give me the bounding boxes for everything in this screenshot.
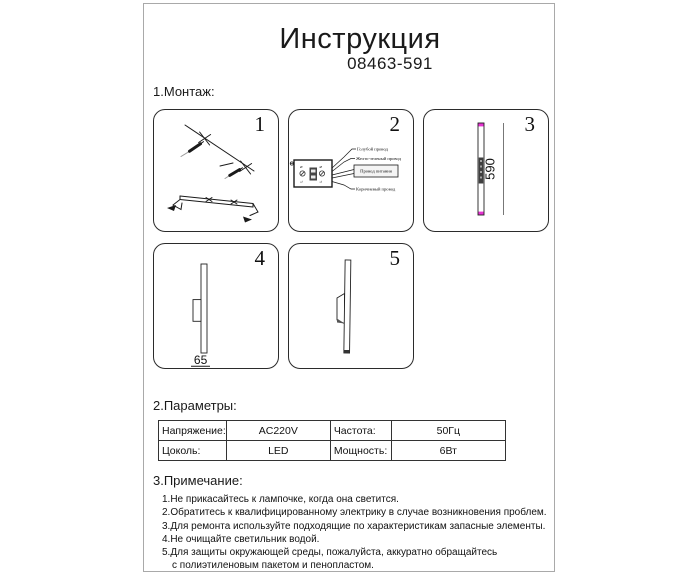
- param-value-voltage: AC220V: [226, 421, 330, 441]
- instruction-page: [143, 3, 555, 572]
- figure-1-number: 1: [254, 112, 265, 136]
- wire-label-yellow-green: Желто-зеленый провод: [356, 156, 402, 162]
- dimension-590-label: 590: [482, 158, 498, 180]
- terminal-mark-l-right: L: [319, 180, 323, 183]
- figure-2-drawing: [289, 110, 413, 231]
- note-item-4: 4.Не очищайте светильник водой.: [162, 533, 320, 545]
- figure-5-mounted: [288, 243, 414, 369]
- section-heading-parameters: 2.Параметры:: [153, 398, 237, 413]
- section-heading-notes: 3.Примечание:: [153, 473, 243, 488]
- table-row: [159, 421, 506, 441]
- param-value-socket: LED: [226, 441, 330, 461]
- figure-3-dimension-590: [423, 109, 549, 232]
- figure-5-number: 5: [389, 246, 400, 270]
- notes-list: [162, 493, 547, 573]
- figure-4-drawing: [154, 244, 278, 368]
- param-label-voltage: Напряжение:: [159, 421, 227, 441]
- note-item-5: 5.Для защиты окружающей среды, пожалуйста, аккуратно обращайтесь с полиэтиленовым пакетом и пенопластом.: [162, 547, 498, 572]
- table-row: [159, 441, 506, 461]
- figure-1-drawing: [154, 110, 278, 231]
- terminal-mark-n-left: N: [299, 165, 304, 169]
- model-number: 08463-591: [347, 54, 433, 73]
- wire-label-blue: Голубой провод: [357, 146, 388, 152]
- parameters-table: [158, 420, 506, 461]
- figure-4-dimension-65: [153, 243, 279, 369]
- wire-label-power: Провод питания: [360, 168, 392, 174]
- page-title: Инструкция: [279, 23, 441, 55]
- note-item-3: 3.Для ремонта используйте подходящие по характеристикам запасные элементы.: [162, 520, 546, 532]
- figure-2-number: 2: [389, 112, 400, 136]
- param-value-power: 6Вт: [391, 441, 505, 461]
- param-value-frequency: 50Гц: [391, 421, 505, 441]
- terminal-mark-n-right: N: [319, 165, 323, 169]
- note-item-2: 2.Обратитесь к квалифицированному электрику в случае возникновения проблем.: [162, 507, 547, 519]
- figure-3-number: 3: [524, 112, 535, 136]
- figure-5-drawing: [289, 244, 413, 368]
- note-item-1: 1.Не прикасайтесь к лампочке, когда она светится.: [162, 494, 399, 505]
- param-label-power: Мощность:: [330, 441, 391, 461]
- param-label-socket: Цоколь:: [159, 441, 227, 461]
- terminal-mark-l-left: L: [299, 180, 304, 183]
- figure-1-mounting: [153, 109, 279, 232]
- section-heading-montage: 1.Монтаж:: [153, 84, 215, 99]
- dimension-65-label: 65: [193, 353, 208, 367]
- wire-label-brown: Коричневый провод: [356, 186, 396, 192]
- figure-2-wiring: [288, 109, 414, 232]
- figure-4-number: 4: [254, 246, 265, 270]
- figure-3-drawing: [424, 110, 548, 231]
- param-label-frequency: Частота:: [330, 421, 391, 441]
